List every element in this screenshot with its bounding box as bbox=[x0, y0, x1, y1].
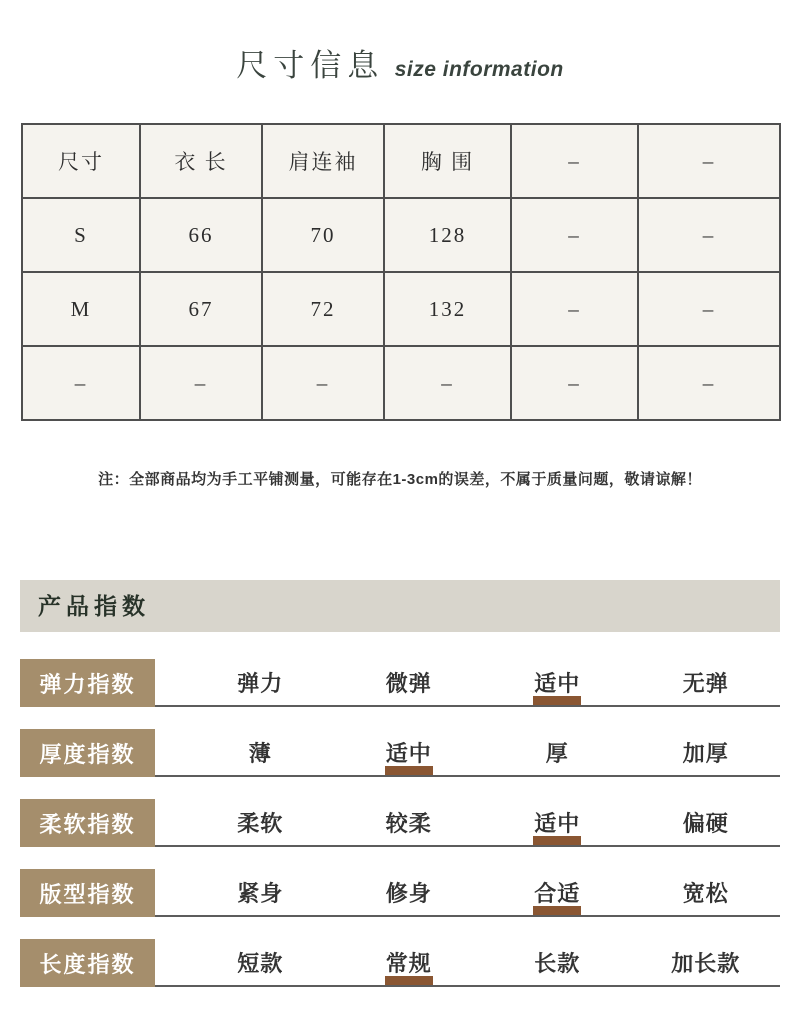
index-options-thickness bbox=[155, 729, 780, 777]
size-table-row-empty bbox=[22, 346, 780, 420]
index-row-thickness bbox=[20, 729, 780, 777]
index-option: 偏硬 bbox=[682, 810, 729, 836]
header-cell-empty-1: – bbox=[511, 124, 638, 198]
index-label-thickness: 厚度指数 bbox=[20, 729, 155, 777]
cell-empty-2: – bbox=[638, 272, 780, 346]
index-label-elasticity: 弹力指数 bbox=[20, 659, 155, 707]
index-option: 较柔 bbox=[385, 810, 432, 836]
cell-size: – bbox=[22, 346, 140, 420]
index-options-softness bbox=[155, 799, 780, 847]
index-option: 微弹 bbox=[385, 670, 432, 696]
index-option: 加长款 bbox=[671, 950, 741, 976]
product-index-header: 产品指数 bbox=[20, 580, 780, 632]
cell-empty-1: – bbox=[511, 198, 638, 272]
page-title-zh: 尺寸信息 bbox=[236, 48, 385, 83]
index-label-softness: 柔软指数 bbox=[20, 799, 155, 847]
cell-shoulder-sleeve: – bbox=[262, 346, 384, 420]
index-option: 柔软 bbox=[237, 810, 284, 836]
index-option: 加厚 bbox=[682, 740, 729, 766]
cell-shoulder-sleeve: 72 bbox=[262, 272, 384, 346]
cell-length: 67 bbox=[140, 272, 262, 346]
index-option: 薄 bbox=[248, 740, 272, 766]
page-title-en: size information bbox=[394, 58, 564, 81]
index-option: 修身 bbox=[385, 880, 432, 906]
size-table-header-row bbox=[22, 124, 780, 198]
page-title bbox=[0, 0, 800, 85]
cell-size: M bbox=[22, 272, 140, 346]
cell-bust: 128 bbox=[384, 198, 511, 272]
index-option: 短款 bbox=[237, 950, 284, 976]
index-row-elasticity bbox=[20, 659, 780, 707]
cell-empty-2: – bbox=[638, 346, 780, 420]
cell-length: – bbox=[140, 346, 262, 420]
cell-empty-1: – bbox=[511, 346, 638, 420]
size-table-row-m bbox=[22, 272, 780, 346]
header-cell-empty-2: – bbox=[638, 124, 780, 198]
header-cell-size: 尺寸 bbox=[22, 124, 140, 198]
cell-size: S bbox=[22, 198, 140, 272]
index-options-elasticity bbox=[155, 659, 780, 707]
cell-bust: 132 bbox=[384, 272, 511, 346]
cell-shoulder-sleeve: 70 bbox=[262, 198, 384, 272]
index-option: 合适 bbox=[483, 869, 632, 915]
index-option: 长款 bbox=[534, 950, 581, 976]
index-label-length: 长度指数 bbox=[20, 939, 155, 987]
index-option: 适中 bbox=[335, 729, 484, 775]
cell-empty-1: – bbox=[511, 272, 638, 346]
index-row-length bbox=[20, 939, 780, 987]
index-option: 厚 bbox=[545, 740, 569, 766]
index-options-fit bbox=[155, 869, 780, 917]
index-option: 弹力 bbox=[237, 670, 284, 696]
index-options-length bbox=[155, 939, 780, 987]
cell-length: 66 bbox=[140, 198, 262, 272]
cell-empty-2: – bbox=[638, 198, 780, 272]
index-option: 紧身 bbox=[237, 880, 284, 906]
index-label-fit: 版型指数 bbox=[20, 869, 155, 917]
measurement-note: 注：全部商品均为手工平铺测量，可能存在1-3cm的误差，不属于质量问题，敬请谅解！ bbox=[98, 471, 702, 488]
index-row-softness bbox=[20, 799, 780, 847]
index-option: 宽松 bbox=[682, 880, 729, 906]
index-option: 适中 bbox=[483, 799, 632, 845]
size-table bbox=[21, 123, 781, 421]
header-cell-shoulder-sleeve: 肩连袖 bbox=[262, 124, 384, 198]
header-cell-length: 衣 长 bbox=[140, 124, 262, 198]
size-table-row-s bbox=[22, 198, 780, 272]
index-option: 适中 bbox=[483, 659, 632, 705]
cell-bust: – bbox=[384, 346, 511, 420]
product-index-list bbox=[0, 659, 800, 987]
index-option: 无弹 bbox=[682, 670, 729, 696]
header-cell-bust: 胸 围 bbox=[384, 124, 511, 198]
index-row-fit bbox=[20, 869, 780, 917]
index-option: 常规 bbox=[335, 939, 484, 985]
